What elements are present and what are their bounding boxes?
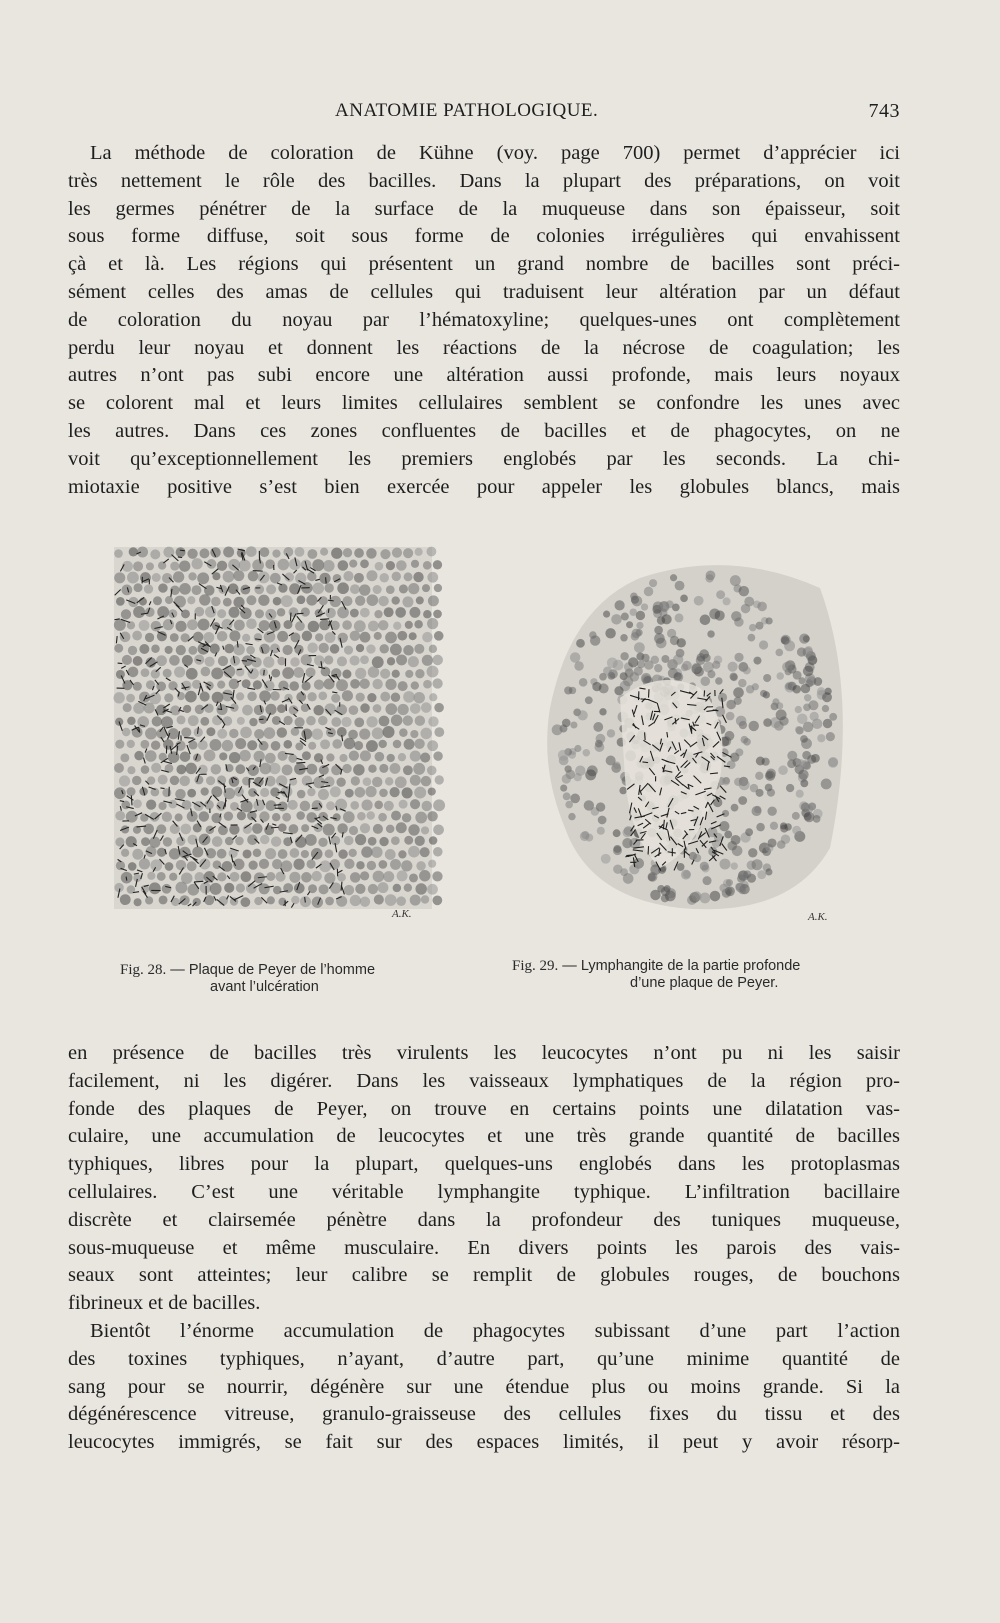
- paragraph-2: [68, 1040, 900, 1318]
- figure-29-number: Fig. 29.: [512, 958, 559, 974]
- text-line: de coloration du noyau par l’hématoxyline; quelques-unes ont complètement: [68, 308, 900, 331]
- figure-28-texture: [113, 546, 445, 909]
- text-line: sément celles des amas de cellules qui traduisent leur altération par un défaut: [68, 280, 900, 303]
- figure-29-signature: A.K.: [808, 911, 828, 923]
- text-line: cellulaires. C’est une véritable lymphangite typhique. L’infiltration bacillaire: [68, 1180, 900, 1203]
- figure-28-number: Fig. 28.: [120, 962, 167, 978]
- text-line: seaux sont atteintes; leur calibre se remplit de globules rouges, de bouchons: [68, 1264, 900, 1287]
- figure-29-texture: [547, 565, 843, 909]
- figure-28-signature: A.K.: [392, 908, 412, 920]
- figure-28-drawing: [112, 545, 447, 928]
- text-line: des toxines typhiques, n’ayant, d’autre part, qu’une minime quantité de: [68, 1347, 900, 1370]
- text-line: typhiques, libres pour la plupart, quelques-uns englobés dans les protoplasmas: [68, 1153, 900, 1176]
- text-line: dégénérescence vitreuse, granulo-graisseuse des cellules fixes du tissu et des: [68, 1403, 900, 1426]
- figure-28-caption-line1: — Plaque de Peyer de l’homme: [170, 962, 376, 978]
- text-line: sous-muqueuse et même musculaire. En divers points les parois des vais-: [68, 1236, 900, 1259]
- text-line: çà et là. Les régions qui présentent un grand nombre de bacilles sont préci-: [68, 253, 900, 276]
- text-line: les autres. Dans ces zones confluentes de bacilles et de phagocytes, on ne: [68, 419, 900, 442]
- running-head-title: ANATOMIE PATHOLOGIQUE.: [335, 100, 599, 121]
- text-line: discrète et clairsemée pénètre dans la profondeur des tuniques muqueuse,: [68, 1208, 900, 1231]
- text-line: fonde des plaques de Peyer, on trouve en certains points une dilatation vas-: [68, 1097, 900, 1120]
- figure-29-illustration: [530, 548, 860, 933]
- figure-29-caption: [512, 958, 902, 992]
- figure-29-caption-line2: d’une plaque de Peyer.: [630, 975, 779, 991]
- page-number: 743: [868, 100, 900, 122]
- figure-28-illustration: [112, 545, 447, 928]
- paragraph-1: [68, 140, 900, 501]
- text-line: voit qu’exceptionnellement les premiers englobés par les seconds. La chi-: [68, 447, 900, 470]
- figure-28-caption-line2: avant l’ulcération: [210, 979, 319, 995]
- text-line: La méthode de coloration de Kühne (voy. page 700) permet d’apprécier ici: [90, 142, 900, 164]
- text-line: en présence de bacilles très virulents les leucocytes n’ont pu ni les saisir: [68, 1042, 900, 1064]
- text-line: leucocytes immigrés, se fait sur des espaces limités, il peut y avoir résorp-: [68, 1431, 900, 1454]
- running-head: [70, 100, 900, 126]
- text-line: sang pour se nourrir, dégénère sur une étendue plus ou moins grande. Si la: [68, 1375, 900, 1398]
- text-line: facilement, ni les digérer. Dans les vaisseaux lymphatiques de la région pro-: [68, 1069, 900, 1092]
- paragraph-3: [68, 1318, 900, 1457]
- text-line: sous forme diffuse, soit sous forme de colonies irrégulières qui envahissent: [68, 225, 900, 248]
- text-line: très nettement le rôle des bacilles. Dans la plupart des préparations, on voit: [68, 169, 900, 192]
- figure-28-caption: [120, 962, 460, 996]
- text-line: culaire, une accumulation de leucocytes et une très grande quantité de bacilles: [68, 1125, 900, 1148]
- figure-29-caption-line1: — Lymphangite de la partie profonde: [562, 958, 801, 974]
- text-line: Bientôt l’énorme accumulation de phagocytes subissant d’une part l’action: [90, 1320, 900, 1342]
- figure-29-drawing: [530, 548, 860, 933]
- text-line: se colorent mal et leurs limites cellulaires semblent se confondre les unes avec: [68, 392, 900, 415]
- text-line: fibrineux et de bacilles.: [68, 1292, 261, 1315]
- text-line: miotaxie positive s’est bien exercée pour appeler les globules blancs, mais: [68, 475, 900, 498]
- text-line: perdu leur noyau et donnent les réactions de la nécrose de coagulation; les: [68, 336, 900, 359]
- text-line: autres n’ont pas subi encore une altération aussi profonde, mais leurs noyaux: [68, 364, 900, 387]
- text-line: les germes pénétrer de la surface de la muqueuse dans son épaisseur, soit: [68, 197, 900, 220]
